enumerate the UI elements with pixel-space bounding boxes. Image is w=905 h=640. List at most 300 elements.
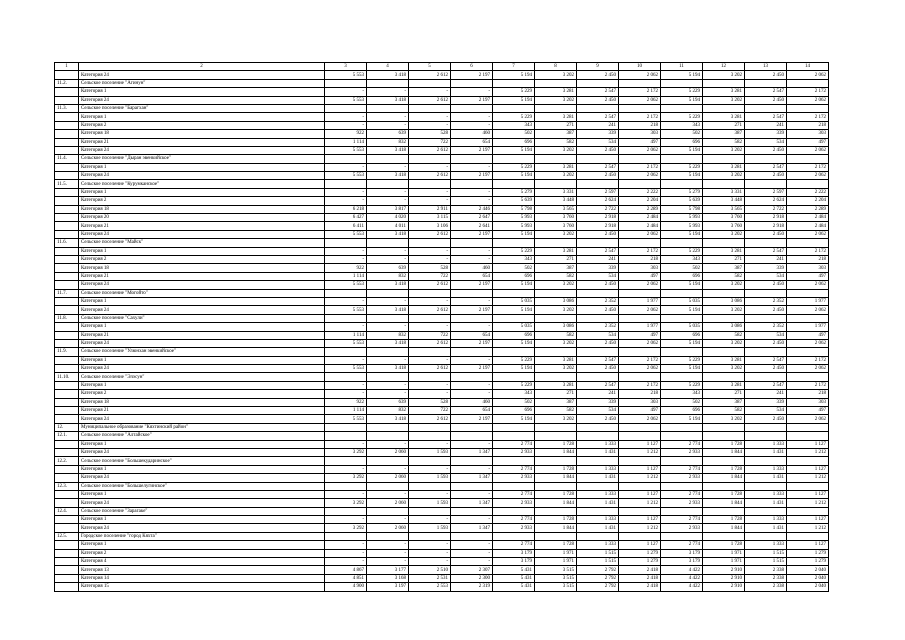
- value-cell: 2 172: [619, 88, 661, 96]
- value-cell: -: [409, 390, 451, 398]
- value-cell: [619, 348, 661, 356]
- row-code: [55, 558, 79, 566]
- value-cell: 1 844: [535, 474, 577, 482]
- value-cell: 1 212: [787, 474, 829, 482]
- value-cell: -: [367, 247, 409, 255]
- value-cell: 3 760: [535, 214, 577, 222]
- value-cell: 2 547: [745, 88, 787, 96]
- value-cell: [535, 104, 577, 112]
- value-cell: 2 612: [409, 306, 451, 314]
- value-cell: 1 844: [703, 448, 745, 456]
- value-cell: 4 011: [367, 222, 409, 230]
- value-cell: [703, 482, 745, 490]
- category-label: Категория 24: [79, 339, 325, 347]
- value-cell: 303: [787, 130, 829, 138]
- value-cell: 534: [745, 331, 787, 339]
- value-cell: 1 212: [619, 524, 661, 532]
- value-cell: 2 547: [745, 247, 787, 255]
- value-cell: 4 867: [325, 566, 367, 574]
- value-cell: 5 194: [661, 339, 703, 347]
- value-cell: 2 933: [493, 499, 535, 507]
- value-cell: 2 722: [577, 205, 619, 213]
- value-cell: 5 993: [661, 222, 703, 230]
- category-label: Категория 1: [79, 490, 325, 498]
- value-cell: [661, 180, 703, 188]
- value-cell: 3 179: [493, 549, 535, 557]
- value-cell: 4 422: [661, 583, 703, 591]
- value-cell: [787, 239, 829, 247]
- category-label: Категория 20: [79, 214, 325, 222]
- value-cell: [451, 432, 493, 440]
- value-cell: [703, 457, 745, 465]
- value-cell: 1 844: [703, 499, 745, 507]
- value-cell: 2 062: [787, 415, 829, 423]
- value-cell: 3 515: [535, 574, 577, 582]
- row-code: [55, 197, 79, 205]
- value-cell: [745, 180, 787, 188]
- value-cell: 5 194: [661, 71, 703, 79]
- section-row: [55, 180, 829, 188]
- value-cell: 271: [703, 121, 745, 129]
- value-cell: 460: [451, 398, 493, 406]
- value-cell: 3 281: [703, 113, 745, 121]
- column-number-row: [55, 63, 829, 71]
- value-cell: 5 229: [493, 163, 535, 171]
- value-cell: 2 911: [409, 205, 451, 213]
- value-cell: 2 450: [745, 339, 787, 347]
- value-cell: 5 229: [493, 247, 535, 255]
- value-cell: 5 798: [493, 205, 535, 213]
- value-cell: [409, 348, 451, 356]
- value-cell: 2 418: [619, 566, 661, 574]
- value-cell: [577, 373, 619, 381]
- value-cell: 2 307: [451, 566, 493, 574]
- value-cell: 5 194: [493, 281, 535, 289]
- value-cell: 1 431: [577, 524, 619, 532]
- category-label: Категория 18: [79, 205, 325, 213]
- value-cell: [787, 104, 829, 112]
- row-code: 12.1.: [55, 432, 79, 440]
- row-code: [55, 331, 79, 339]
- value-cell: [661, 507, 703, 515]
- row-code: [55, 163, 79, 171]
- value-cell: 2 204: [787, 197, 829, 205]
- value-cell: 2 060: [367, 474, 409, 482]
- value-cell: -: [367, 197, 409, 205]
- value-cell: 2 547: [745, 381, 787, 389]
- value-cell: 2 612: [409, 365, 451, 373]
- value-cell: 3 202: [535, 146, 577, 154]
- value-cell: 3 202: [535, 281, 577, 289]
- value-cell: -: [451, 121, 493, 129]
- row-code: 11.4.: [55, 155, 79, 163]
- section-title: Сельское поселение "Улюнхан эвенкийское": [79, 348, 325, 356]
- value-cell: -: [451, 163, 493, 171]
- value-cell: 2 197: [451, 365, 493, 373]
- value-cell: 5 431: [493, 574, 535, 582]
- category-label: Категория 2: [79, 255, 325, 263]
- value-cell: [703, 239, 745, 247]
- value-cell: 3 292: [325, 474, 367, 482]
- value-cell: 2 060: [367, 448, 409, 456]
- row-code: 12.2.: [55, 457, 79, 465]
- value-cell: 534: [577, 407, 619, 415]
- value-cell: 303: [619, 264, 661, 272]
- value-cell: [619, 507, 661, 515]
- section-title: Муниципальное образование "Кяхтинский район": [79, 423, 325, 431]
- value-cell: 1 347: [451, 524, 493, 532]
- value-cell: 696: [493, 272, 535, 280]
- value-cell: [619, 482, 661, 490]
- table-row: [55, 306, 829, 314]
- value-cell: 5 194: [661, 281, 703, 289]
- value-cell: 218: [619, 121, 661, 129]
- value-cell: [619, 289, 661, 297]
- value-cell: 5 993: [493, 222, 535, 230]
- value-cell: 2 624: [577, 197, 619, 205]
- value-cell: 1 977: [787, 323, 829, 331]
- value-cell: 2 197: [451, 230, 493, 238]
- value-cell: 497: [787, 138, 829, 146]
- table-row: [55, 398, 829, 406]
- value-cell: 3 202: [703, 96, 745, 104]
- value-cell: 2 197: [451, 306, 493, 314]
- value-cell: 3 202: [703, 172, 745, 180]
- value-cell: 2 446: [451, 205, 493, 213]
- value-cell: [577, 155, 619, 163]
- value-cell: 3 281: [703, 163, 745, 171]
- row-code: [55, 230, 79, 238]
- category-label: Категория 1: [79, 381, 325, 389]
- value-cell: [367, 79, 409, 87]
- value-cell: 3 418: [367, 71, 409, 79]
- value-cell: 3 202: [535, 96, 577, 104]
- value-cell: 5 229: [493, 113, 535, 121]
- value-cell: [451, 348, 493, 356]
- value-cell: 639: [367, 398, 409, 406]
- value-cell: 582: [703, 138, 745, 146]
- table-row: [55, 264, 829, 272]
- value-cell: 3 202: [535, 339, 577, 347]
- value-cell: 1 844: [703, 524, 745, 532]
- value-cell: 3 418: [367, 172, 409, 180]
- value-cell: 3 202: [703, 146, 745, 154]
- section-title: Сельское поселение "Агинун": [79, 79, 325, 87]
- value-cell: -: [409, 356, 451, 364]
- value-cell: 2 774: [493, 440, 535, 448]
- value-cell: 2 450: [745, 230, 787, 238]
- row-code: [55, 356, 79, 364]
- value-cell: 3 418: [367, 146, 409, 154]
- value-cell: 1 593: [409, 448, 451, 456]
- value-cell: 387: [535, 130, 577, 138]
- value-cell: 241: [577, 121, 619, 129]
- value-cell: [787, 507, 829, 515]
- value-cell: [409, 423, 451, 431]
- value-cell: [367, 239, 409, 247]
- value-cell: [367, 432, 409, 440]
- value-cell: [535, 507, 577, 515]
- value-cell: 218: [787, 255, 829, 263]
- value-cell: 2 918: [745, 214, 787, 222]
- value-cell: 2 352: [577, 323, 619, 331]
- value-cell: 2 062: [619, 71, 661, 79]
- value-cell: 1 333: [745, 541, 787, 549]
- value-cell: [745, 457, 787, 465]
- value-cell: [451, 373, 493, 381]
- value-cell: 5 229: [661, 113, 703, 121]
- table-row: [55, 130, 829, 138]
- value-cell: 2 172: [619, 113, 661, 121]
- value-cell: 3 281: [535, 113, 577, 121]
- value-cell: [325, 348, 367, 356]
- value-cell: 1 333: [745, 440, 787, 448]
- value-cell: 4 020: [367, 214, 409, 222]
- value-cell: -: [325, 558, 367, 566]
- value-cell: 1 728: [703, 541, 745, 549]
- value-cell: -: [451, 356, 493, 364]
- value-cell: 5 553: [325, 365, 367, 373]
- category-label: Категория 1: [79, 163, 325, 171]
- value-cell: 2 197: [451, 281, 493, 289]
- column-number: 7: [493, 63, 535, 71]
- value-cell: 2 197: [451, 339, 493, 347]
- column-number: 1: [55, 63, 79, 71]
- section-title: Городское поселение "город Кяхта": [79, 532, 325, 540]
- category-label: Категория 1: [79, 323, 325, 331]
- value-cell: 696: [493, 138, 535, 146]
- value-cell: -: [325, 381, 367, 389]
- value-cell: 1 333: [745, 465, 787, 473]
- value-cell: 3 418: [367, 365, 409, 373]
- value-cell: [745, 79, 787, 87]
- value-cell: 5 035: [493, 323, 535, 331]
- value-cell: 1 212: [619, 474, 661, 482]
- table-row: [55, 88, 829, 96]
- value-cell: -: [367, 188, 409, 196]
- value-cell: [409, 507, 451, 515]
- value-cell: 1 127: [787, 516, 829, 524]
- value-cell: [493, 104, 535, 112]
- value-cell: 1 279: [787, 549, 829, 557]
- value-cell: 218: [619, 390, 661, 398]
- value-cell: [661, 239, 703, 247]
- value-cell: 2 450: [577, 365, 619, 373]
- value-cell: 2 062: [619, 365, 661, 373]
- value-cell: 1 593: [409, 499, 451, 507]
- table-row: [55, 214, 829, 222]
- value-cell: 497: [619, 407, 661, 415]
- value-cell: 3 418: [367, 230, 409, 238]
- row-code: [55, 415, 79, 423]
- value-cell: 3 086: [703, 323, 745, 331]
- value-cell: 3 202: [535, 230, 577, 238]
- value-cell: [325, 239, 367, 247]
- table-row: [55, 323, 829, 331]
- value-cell: 387: [535, 264, 577, 272]
- value-cell: [787, 314, 829, 322]
- value-cell: 2 774: [661, 440, 703, 448]
- table-row: [55, 331, 829, 339]
- value-cell: 2 612: [409, 146, 451, 154]
- value-cell: 2 450: [745, 306, 787, 314]
- value-cell: -: [451, 549, 493, 557]
- value-cell: 2 910: [703, 574, 745, 582]
- value-cell: 2 197: [451, 71, 493, 79]
- value-cell: 1 977: [787, 297, 829, 305]
- value-cell: 2 338: [745, 583, 787, 591]
- value-cell: 2 531: [409, 574, 451, 582]
- value-cell: 3 418: [367, 339, 409, 347]
- value-cell: -: [451, 558, 493, 566]
- value-cell: [367, 348, 409, 356]
- table-row: [55, 490, 829, 498]
- value-cell: [409, 314, 451, 322]
- value-cell: [367, 373, 409, 381]
- category-label: Категория 15: [79, 583, 325, 591]
- table-row: [55, 188, 829, 196]
- category-label: Категория 4: [79, 558, 325, 566]
- value-cell: 2 450: [745, 365, 787, 373]
- value-cell: 2 450: [577, 96, 619, 104]
- value-cell: [577, 348, 619, 356]
- value-cell: 582: [703, 407, 745, 415]
- value-cell: 832: [367, 272, 409, 280]
- row-code: [55, 407, 79, 415]
- value-cell: [745, 507, 787, 515]
- value-cell: [409, 239, 451, 247]
- value-cell: 2 612: [409, 172, 451, 180]
- value-cell: 528: [409, 130, 451, 138]
- value-cell: 2 289: [619, 205, 661, 213]
- category-label: Категория 2: [79, 390, 325, 398]
- value-cell: 2 062: [787, 172, 829, 180]
- value-cell: 696: [493, 331, 535, 339]
- value-cell: 497: [787, 407, 829, 415]
- value-cell: [367, 423, 409, 431]
- category-label: Категория 24: [79, 96, 325, 104]
- value-cell: 5 035: [661, 297, 703, 305]
- value-cell: [535, 155, 577, 163]
- value-cell: [577, 423, 619, 431]
- value-cell: 639: [367, 130, 409, 138]
- value-cell: 387: [535, 398, 577, 406]
- value-cell: -: [367, 121, 409, 129]
- row-code: 12.5.: [55, 532, 79, 540]
- value-cell: 2 933: [493, 524, 535, 532]
- value-cell: [619, 79, 661, 87]
- value-cell: 5 639: [493, 197, 535, 205]
- row-code: [55, 390, 79, 398]
- value-cell: 582: [703, 272, 745, 280]
- value-cell: 1 515: [577, 558, 619, 566]
- value-cell: -: [451, 247, 493, 255]
- value-cell: 1 431: [745, 448, 787, 456]
- value-cell: -: [451, 188, 493, 196]
- row-code: 11.8.: [55, 314, 79, 322]
- value-cell: -: [451, 88, 493, 96]
- table-row: [55, 440, 829, 448]
- row-code: [55, 113, 79, 121]
- category-label: Категория 1: [79, 113, 325, 121]
- value-cell: 1 515: [745, 549, 787, 557]
- row-code: 11.6.: [55, 239, 79, 247]
- row-code: [55, 297, 79, 305]
- value-cell: 5 194: [661, 365, 703, 373]
- value-cell: 2 484: [619, 222, 661, 230]
- value-cell: 5 553: [325, 230, 367, 238]
- value-cell: 3 418: [367, 281, 409, 289]
- value-cell: [451, 532, 493, 540]
- value-cell: 2 933: [493, 448, 535, 456]
- value-cell: [619, 457, 661, 465]
- value-cell: 2 547: [577, 113, 619, 121]
- value-cell: 5 194: [493, 415, 535, 423]
- value-cell: 2 774: [661, 465, 703, 473]
- value-cell: 5 194: [661, 415, 703, 423]
- category-label: Категория 24: [79, 146, 325, 154]
- table-row: [55, 474, 829, 482]
- value-cell: [325, 155, 367, 163]
- value-cell: -: [451, 381, 493, 389]
- value-cell: 3 292: [325, 499, 367, 507]
- value-cell: 2 040: [787, 566, 829, 574]
- value-cell: 1 593: [409, 524, 451, 532]
- value-cell: 2 062: [619, 172, 661, 180]
- value-cell: -: [451, 541, 493, 549]
- value-cell: 2 933: [661, 499, 703, 507]
- value-cell: 2 197: [451, 415, 493, 423]
- row-code: 12.: [55, 423, 79, 431]
- value-cell: [409, 457, 451, 465]
- value-cell: 2 062: [787, 96, 829, 104]
- value-cell: 3 086: [703, 297, 745, 305]
- value-cell: [493, 239, 535, 247]
- value-cell: 2 352: [745, 297, 787, 305]
- value-cell: 2 450: [745, 415, 787, 423]
- table-row: [55, 172, 829, 180]
- value-cell: 2 774: [661, 490, 703, 498]
- value-cell: 5 194: [493, 365, 535, 373]
- value-cell: [577, 314, 619, 322]
- row-code: [55, 566, 79, 574]
- value-cell: 922: [325, 264, 367, 272]
- value-cell: 2 612: [409, 281, 451, 289]
- row-code: [55, 121, 79, 129]
- row-code: 11.7.: [55, 289, 79, 297]
- section-title: Сельское поселение "Алтайское": [79, 432, 325, 440]
- value-cell: [745, 314, 787, 322]
- value-cell: 3 292: [325, 524, 367, 532]
- value-cell: 2 172: [787, 247, 829, 255]
- value-cell: [619, 373, 661, 381]
- value-cell: 639: [367, 264, 409, 272]
- value-cell: -: [409, 516, 451, 524]
- value-cell: [535, 532, 577, 540]
- value-cell: -: [325, 88, 367, 96]
- value-cell: [619, 432, 661, 440]
- value-cell: 5 553: [325, 96, 367, 104]
- value-cell: [451, 79, 493, 87]
- value-cell: 1 279: [787, 558, 829, 566]
- value-cell: [577, 507, 619, 515]
- value-cell: 534: [745, 407, 787, 415]
- value-cell: 3 202: [703, 365, 745, 373]
- value-cell: -: [409, 121, 451, 129]
- value-cell: 2 172: [787, 113, 829, 121]
- value-cell: 3 202: [703, 281, 745, 289]
- value-cell: 1 728: [535, 490, 577, 498]
